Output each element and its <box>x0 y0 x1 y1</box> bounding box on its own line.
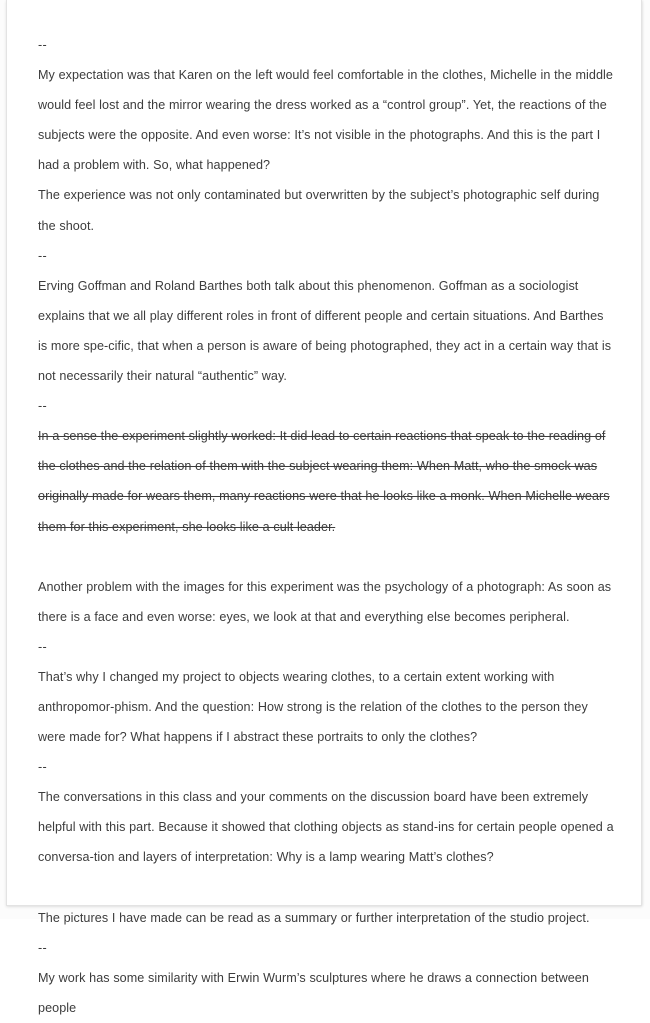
paragraph: Erving Goffman and Roland Barthes both talk about this phenomenon. Goffman as a sociologist explains that we all play different roles in front of different people and certain situations. And Barthes is more spe-cific, that when a person is aware of being photographed, they act in a certain way that is not necessarily their natural “authentic” way. <box>38 278 612 384</box>
paragraph-separator: -- <box>38 399 47 414</box>
document-text-body[interactable] <box>38 30 615 1023</box>
paragraph: My work has some similarity with Erwin Wurm’s sculptures where he draws a connection between people <box>38 970 589 1015</box>
document-page <box>6 0 642 1015</box>
paragraph: My expectation was that Karen on the left would feel comfortable in the clothes, Michelle in the middle would feel lost and the mirror wearing the dress worked as a “control group”. Yet, the reactions of the subjects were the opposite. And even worse: It’s not visible in the photographs. And this is the part I had a problem with. So, what happened? <box>38 68 613 173</box>
paragraph-separator: -- <box>38 38 47 52</box>
paragraph-separator: -- <box>38 639 47 654</box>
paragraph: Another problem with the images for this experiment was the psychology of a photograph: As soon as there is a face and even worse: eyes, we look at that and everything else becomes peripheral. <box>38 579 612 624</box>
paragraph-separator: -- <box>38 940 47 955</box>
paragraph: The experience was not only contaminated but overwritten by the subject’s photographic self during the shoot. <box>38 188 600 233</box>
paragraph: The conversations in this class and your comments on the discussion board have been extremely helpful with this part. Because it showed that clothing objects as stand-ins for certain people opened a conversa-tion and layers of interpretation: Why is a lamp wearing Matt’s clothes? <box>38 790 614 865</box>
paragraph-gap <box>38 873 615 903</box>
paragraph: That’s why I changed my project to objects wearing clothes, to a certain extent working with anthropomor-phism. And the question: How strong is the relation of the clothes to the person they were made for? What happens if I abstract these portraits to only the clothes? <box>38 669 588 745</box>
paragraph: The pictures I have made can be read as a summary or further interpretation of the studio project. <box>38 910 590 925</box>
paragraph-separator: -- <box>38 248 47 263</box>
paragraph-separator: -- <box>38 760 47 775</box>
paragraph-struck: In a sense the experiment slightly worked: It did lead to certain reactions that speak to the reading of the clothes and the relation of them with the subject wearing them: When Matt, who the smock was originally made for wears them, many reactions were that he looks like a monk. When Michelle wears them for this experiment, she looks like a cult leader. <box>38 429 610 534</box>
paragraph-gap <box>38 542 615 572</box>
